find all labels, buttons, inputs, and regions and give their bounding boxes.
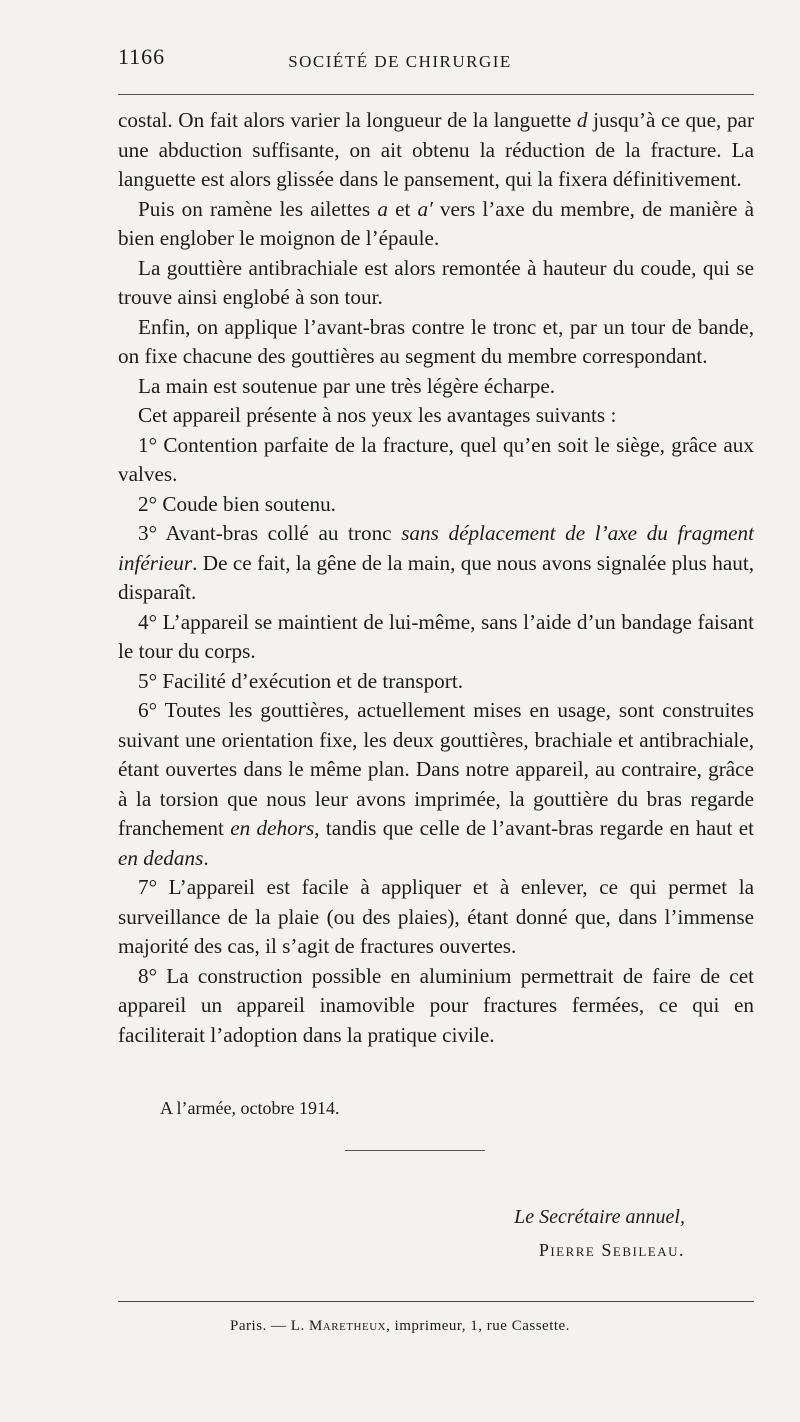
text-run: jusqu’à ce que, par une abduction suffisante, on ait obtenu la réduction de la fracture. La languette est alors glissée dans le pansement, qui la fixera définitivement.: [118, 108, 754, 191]
italic-text: en dehors: [230, 816, 315, 840]
footer-rule: [118, 1301, 754, 1302]
text-run: costal. On fait alors varier la longueur de la languette: [118, 108, 577, 132]
text-run: Enfin, on applique l’avant-bras contre le tronc et, par un tour de bande, on fixe chacune des gouttières au segment du membre correspondant.: [118, 314, 754, 368]
paragraph: [118, 401, 754, 431]
body-text: [118, 106, 754, 1050]
text-run: 2° Coude bien soutenu.: [138, 491, 336, 516]
paragraph: [118, 431, 754, 490]
dateline: A l’armée, octobre 1914.: [160, 1098, 340, 1118]
paragraph: [118, 873, 754, 962]
paragraph: [118, 696, 754, 873]
paragraph: [118, 608, 754, 667]
signature-role: Le Secrétaire annuel,: [514, 1206, 685, 1228]
paragraph: [118, 195, 754, 254]
printer-imprint: [0, 1318, 800, 1335]
text-run: .: [203, 845, 209, 870]
running-title: SOCIÉTÉ DE CHIRURGIE: [288, 52, 512, 71]
text-run: 4° L’appareil se maintient de lui-même, sans l’aide d’un bandage faisant le tour du corps.: [118, 609, 754, 663]
italic-text: a′: [417, 196, 433, 221]
text-run: La gouttière antibrachiale est alors remontée à hauteur du coude, qui se trouve ainsi englobé à son tour.: [118, 255, 754, 309]
text-run: 5° Facilité d’exécution et de transport.: [138, 668, 464, 693]
text-run: 8° La construction possible en aluminium permettrait de faire de cet appareil un appareil inamovible pour fractures fermées, ce qui en faciliterait l’adoption dans la pratique civile.: [118, 963, 754, 1047]
paragraph: [118, 667, 754, 697]
paragraph: [118, 490, 754, 520]
paragraph: [118, 372, 754, 402]
paragraph: [118, 254, 754, 313]
text-run: , tandis que celle de l’avant-bras regarde en haut et: [314, 816, 754, 840]
paragraph: [118, 313, 754, 372]
printer-name: Maretheux: [308, 1318, 387, 1334]
text-run: 1° Contention parfaite de la fracture, quel qu’en soit le siège, grâce aux valves.: [118, 432, 754, 486]
signature-name: Pierre Sebileau.: [538, 1240, 685, 1260]
text-run: et: [387, 196, 418, 221]
italic-text: en dedans: [118, 845, 204, 870]
text-run: Puis on ramène les ailettes: [138, 196, 378, 221]
paragraph: [118, 962, 754, 1051]
text-run: La main est soutenue par une très légère écharpe.: [138, 373, 556, 398]
page-number: 1166: [118, 44, 166, 69]
italic-text: sans déplacement de l’axe du fragment inférieur: [118, 521, 754, 575]
text-run: 3° Avant-bras collé au tronc: [138, 521, 402, 545]
paragraph: [118, 519, 754, 608]
text-run: 6° Toutes les gouttières, actuellement mises en usage, sont construites suivant une orientation fixe, les deux gouttières, brachiale et antibrachiale, étant ouvertes dans le même plan. Dans notre appareil, au contraire, grâce à la torsion que nous leur avons imprimée, la gouttière du bras regarde franchement: [118, 698, 754, 840]
italic-text: d: [576, 108, 588, 132]
text-run: 7° L’appareil est facile à appliquer et à enlever, ce qui permet la surveillance de la plaie (ou des plaies), étant donné que, dans l’immense majorité des cas, il s’agit de fractures ouvertes.: [118, 875, 754, 958]
separator-rule: [345, 1150, 485, 1151]
printer-city: Paris. — L.: [230, 1318, 305, 1334]
text-run: vers l’axe du membre, de manière à bien englober le moignon de l’épaule.: [118, 196, 754, 250]
printer-address: , imprimeur, 1, rue Cassette.: [386, 1318, 570, 1334]
italic-text: a: [377, 196, 388, 221]
header-rule: [118, 94, 754, 95]
text-run: . De ce fait, la gêne de la main, que nous avons signalée plus haut, disparaît.: [118, 550, 754, 604]
paragraph: [118, 106, 754, 195]
text-run: Cet appareil présente à nos yeux les avantages suivants :: [138, 403, 617, 427]
